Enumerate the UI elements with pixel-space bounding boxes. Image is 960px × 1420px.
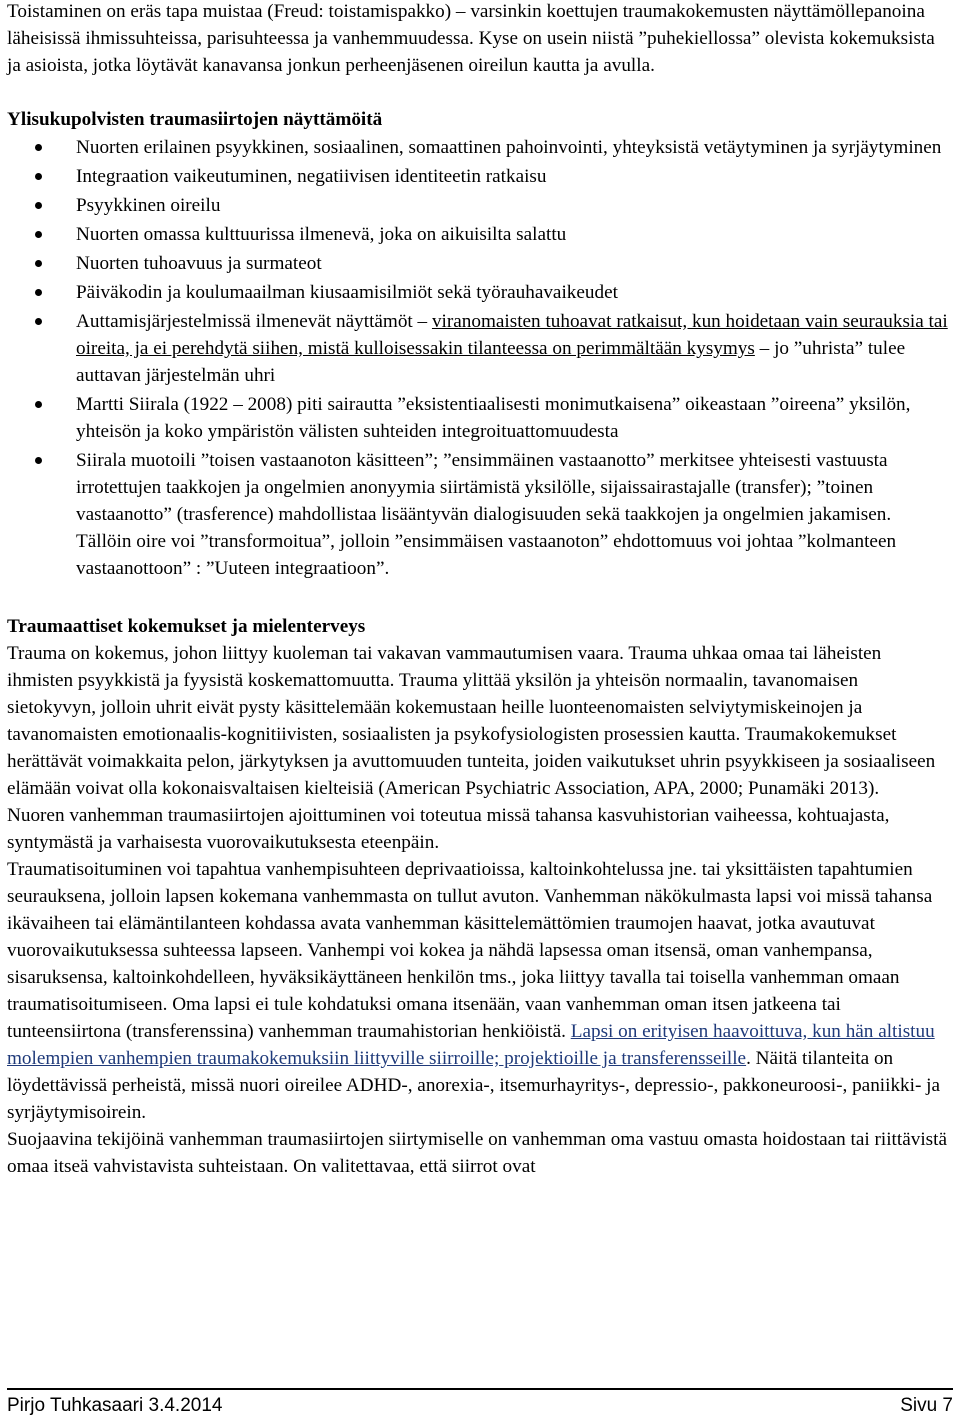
page-footer: [7, 1388, 953, 1418]
underlined-text: viranomaisten tuhoavat ratkaisut, kun hoidetaan vain seurauksia tai oireita, ja ei perehdytä siihen, mistä kulloisessakin tilanteessa on perimmältään kysymys: [76, 311, 948, 359]
list-item: Nuorten omassa kulttuurissa ilmenevä, joka on aikuisilta salattu: [7, 221, 949, 248]
section-heading-traumasiirrot: Ylisukupolvisten traumasiirtojen näyttämöitä: [7, 109, 383, 130]
underlined-text: Lapsi on erityisen haavoittuva, kun hän altistuu molempien vanhempien traumakokemuksiin liittyville siirroille; projektioille ja transferensseille: [7, 1021, 935, 1069]
bullet-icon: [35, 173, 42, 180]
list-item: Psyykkinen oireilu: [7, 192, 949, 219]
document-page: [7, 0, 949, 1180]
section-heading-mielenterveys: Traumaattiset kokemukset ja mielenterveys: [7, 616, 366, 637]
bullet-icon: [35, 260, 42, 267]
bullet-icon: [35, 289, 42, 296]
body-paragraph: Traumatisoituminen voi tapahtua vanhempisuhteen deprivaatioissa, kaltoinkohtelussa jne. tai yksittäisten tapahtumien seurauksena, jolloin lapsen kokemana vanhemmasta on tullut avuton. Vanhemman näkökulmasta lapsi voi missä tahansa ikävaiheen tai elämäntilanteen kohdassa avata vanhemman käsittelemättömien traumojen haavat, jotka avautuvat vuorovaikutuksessa suhteessa lapseen. Vanhempi voi kokea ja nähdä lapsessa oman itsensä, oman vanhempansa, sisaruksensa, kaltoinkohdelleen, hyväksikäyttäneen henkilön tms., joka liittyy tavalla tai toisella vanhemman omaan traumatisoitumiseen. Oma lapsi ei tule kohdatuksi omana itsenään, vaan vanhemman oman itsen jatkeena tai tunteensiirtona (transferenssina) vanhemman traumahistorian henkiöistä. Lapsi on erityisen haavoittuva, kun hän altistuu molempien vanhempien traumakokemuksiin liittyville siirroille; projektioille ja transferensseille. Näitä tilanteita on löydettävissä perheistä, missä nuori oireilee ADHD-, anorexia-, itsemurhayritys-, depressio-, pakkoneuroosi-, paniikki- ja syrjäytymisoirein.: [7, 859, 941, 1123]
intro-paragraph: Toistaminen on eräs tapa muistaa (Freud: toistamispakko) – varsinkin koettujen traumakokemusten näyttämöllepanoina läheisissä ihmissuhteissa, parisuhteessa ja vanhemmuudessa. Kyse on usein niistä ”puhekiellossa” olevista kokemuksista ja asioista, jotka löytävät kanavansa jonkun perheenjäsenen oireilun kautta ja avulla.: [7, 1, 935, 76]
list-item: Martti Siirala (1922 – 2008) piti sairautta ”eksistentiaalisesti monimutkaisena” oikeastaan ”oireena” yksilön, yhteisön ja koko ympäristön välisten suhteiden integroituattomuudesta: [7, 391, 949, 445]
list-item: Nuorten erilainen psyykkinen, sosiaalinen, somaattinen pahoinvointi, yhteyksistä vetäytyminen ja syrjäytyminen: [7, 134, 949, 161]
body-paragraph: Suojaavina tekijöinä vanhemman traumasiirtojen siirtymiselle on vanhemman oma vastuu omasta hoidostaan tai riittävistä omaa itseä vahvistavista suhteistaan. On valitettavaa, että siirrot ovat: [7, 1129, 947, 1177]
traumasiirrot-bullet-list: [7, 134, 949, 582]
list-item: Auttamisjärjestelmissä ilmenevät näyttämöt – viranomaisten tuhoavat ratkaisut, kun hoidetaan vain seurauksia tai oireita, ja ei perehdytä siihen, mistä kulloisessakin tilanteessa on perimmältään kysymys – jo ”uhrista” tulee auttavan järjestelmän uhri: [7, 308, 949, 389]
bullet-icon: [35, 202, 42, 209]
bullet-icon: [35, 318, 42, 325]
bullet-icon: [35, 401, 42, 408]
bullet-icon: [35, 144, 42, 151]
body-paragraph: Trauma on kokemus, johon liittyy kuoleman tai vakavan vammautumisen vaara. Trauma uhkaa omaa tai läheisten ihmisten psyykkistä ja fyysistä koskemattomuutta. Trauma ylittää yksilön ja yhteisön normaalin, tavanomaisen sietokyvyn, jolloin uhrit eivät pysty käsittelemään kokemustaan heille luonteenomaisten selviytymiskeinojen ja tavanomaisten emotionaalis-kognitiivisten, sosiaalisten ja psykofysiologisten prosessien kautta. Traumakokemukset herättävät voimakkaita pelon, järkytyksen ja avuttomuuden tunteita, joiden vaikutukset uhrin psyykkiseen ja sosiaaliseen elämään voivat olla kokonaisvaltaisen kielteisiä (American Psychiatric Association, APA, 2000; Punamäki 2013).: [7, 643, 936, 799]
footer-author-date: Pirjo Tuhkasaari 3.4.2014: [7, 1395, 223, 1416]
list-item: Päiväkodin ja koulumaailman kiusaamisilmiöt sekä työrauhavaikeudet: [7, 279, 949, 306]
bullet-icon: [35, 231, 42, 238]
list-item: Siirala muotoili ”toisen vastaanoton käsitteen”; ”ensimmäinen vastaanotto” merkitsee yhteisesti vastuusta irrotettujen taakkojen ja ongelmien anonyymia siirtämistä yksilölle, sijaissairastajalle (transfer); ”toinen vastaanotto” (trasference) mahdollistaa lisääntyvän dialogisuuden sekä taakkojen ja ongelmien jakamisen. Tällöin oire voi ”transformoitua”, jolloin ”ensimmäisen vastaanoton” ehdottomuus voi johtaa ”kolmanteen vastaanottoon” : ”Uuteen integraatioon”.: [7, 447, 949, 582]
bullet-icon: [35, 457, 42, 464]
list-item: Nuorten tuhoavuus ja surmateot: [7, 250, 949, 277]
footer-page-number: Sivu 7: [900, 1395, 953, 1416]
body-paragraph: Nuoren vanhemman traumasiirtojen ajoittuminen voi toteutua missä tahansa kasvuhistorian vaiheessa, kohtuajasta, syntymästä ja varhaisesta vuorovaikutuksesta eteenpäin.: [7, 805, 890, 853]
list-item: Integraation vaikeutuminen, negatiivisen identiteetin ratkaisu: [7, 163, 949, 190]
